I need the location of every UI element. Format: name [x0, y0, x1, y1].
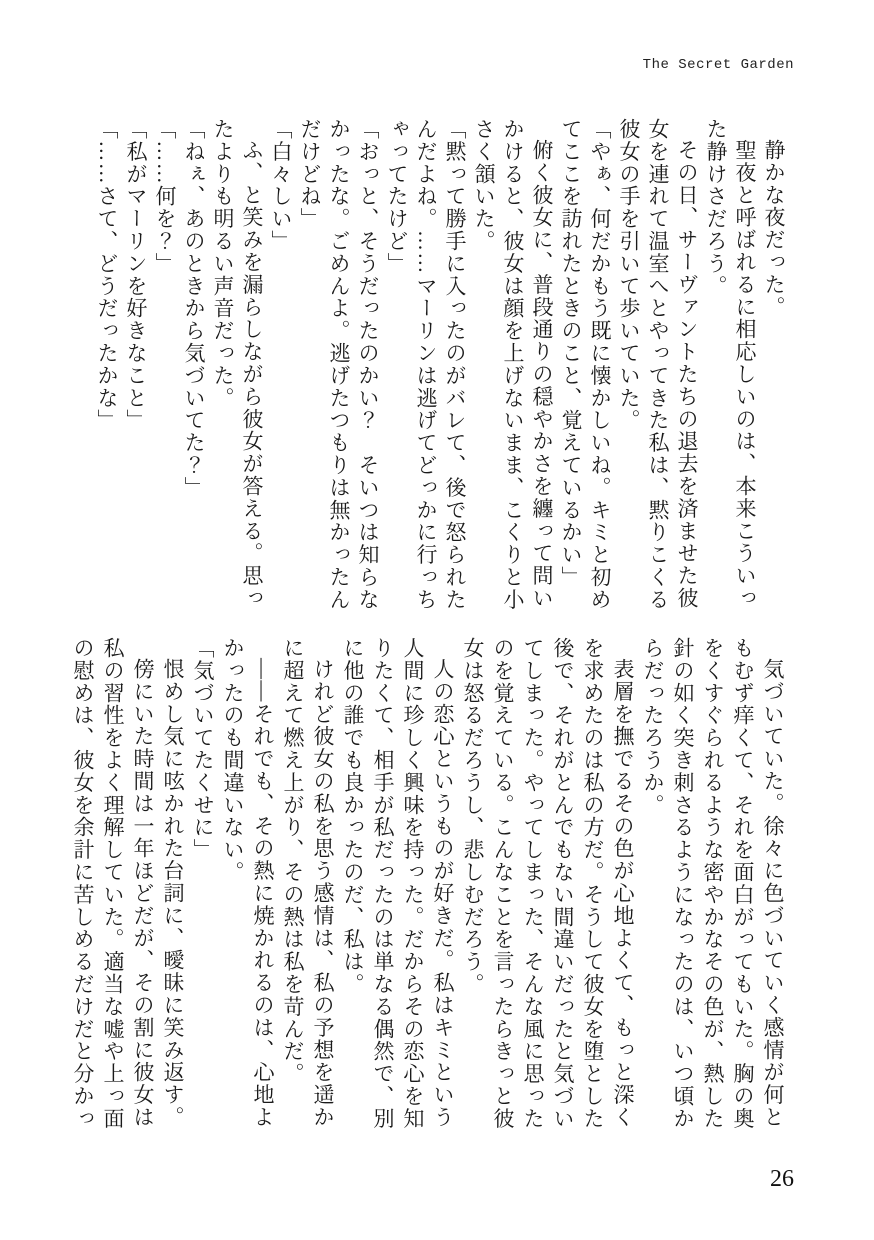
- text-section-upper: [92, 118, 788, 613]
- paragraph: 「気づいてたくせに」: [191, 637, 215, 861]
- paragraph: けれど彼女の私を思う感情は、私の予想を遥かに超えて燃え上がり、その熱は私を苛んだ。: [281, 637, 335, 1129]
- paragraph: 「ねぇ、あのときから気づいてた？」: [182, 118, 206, 499]
- paragraph: 気づいていた。徐々に色づいていく感情が何ともむず痒くて、それを面白がってもいた。胸の奥をくすぐられるような密やかなその色が、熱した針の如く突き刺さるようになったのは、いつ頃からだったろうか。: [641, 637, 785, 1130]
- page-number: 26: [770, 1166, 794, 1192]
- paragraph: 「……さて、どうだったかな」: [95, 118, 119, 432]
- paragraph: 表層を撫でるその色が心地よくて、もっと深くを求めたのは私の方だ。そうして彼女を堕とした後で、それがとんでもない間違いだったと気づいてしまった。やってしまった、そんな風に思ったのを覚えている。こんなことを言ったらきっと彼女は怒るだろうし、悲しむだろう。: [461, 637, 635, 1130]
- paragraph: 静かな夜だった。: [762, 139, 786, 319]
- paragraph: 「……何を？」: [153, 118, 177, 275]
- paragraph: 「おっと、そうだったのかい？ そいつは知らなかったな。ごめんよ。逃げたつもりは無かったんだけどね」: [298, 118, 380, 611]
- paragraph: その日、サーヴァントたちの退去を済ませた彼女を連れて温室へとやってきた私は、黙りこくる彼女の手を引いて歩いていた。: [617, 118, 699, 611]
- paragraph: 俯く彼女に、普段通りの穏やかさを纏って問いかけると、彼女は顔を上げないまま、こくりと小さく頷いた。: [472, 118, 554, 611]
- paragraph: 恨めし気に呟かれた台詞に、曖昧に笑み返す。: [161, 658, 185, 1129]
- paragraph: 「私がマーリンを好きなこと」: [124, 118, 148, 432]
- paragraph: 聖夜と呼ばれるに相応しいのは、本来こういった静けさだろう。: [704, 118, 757, 610]
- document-title: The Secret Garden: [642, 57, 794, 73]
- paragraph: 「やぁ、何だかもう既に懐かしいね。キミと初めてここを訪れたときのこと、覚えているかい」: [559, 118, 612, 611]
- paragraph: 傍にいた時間は一年ほどだが、その割に彼女は私の習性をよく理解していた。適当な嘘や上っ面の慰めは、彼女を余計に苦しめるだけだと分かっ: [71, 637, 155, 1130]
- paragraph: ふ、と笑みを漏らしながら彼女が答える。思ったよりも明るい声音だった。: [211, 118, 264, 610]
- paragraph: 「黙って勝手に入ったのがバレて、後で怒られたんだよね。……マーリンは逃げてどっかに行っちゃってたけど」: [385, 118, 467, 611]
- paragraph: ――それでも、その熱に焼かれるのは、心地よかったのも間違いない。: [221, 637, 275, 1129]
- paragraph: 「白々しい」: [269, 118, 293, 253]
- paragraph: 人の恋心というものが好きだ。私はキミという人間に珍しく興味を持った。だからその恋心を知りたくて、相手が私だったのは単なる偶然で、別に他の誰でも良かったのだ、私は。: [341, 637, 455, 1130]
- text-section-lower: [68, 637, 788, 1132]
